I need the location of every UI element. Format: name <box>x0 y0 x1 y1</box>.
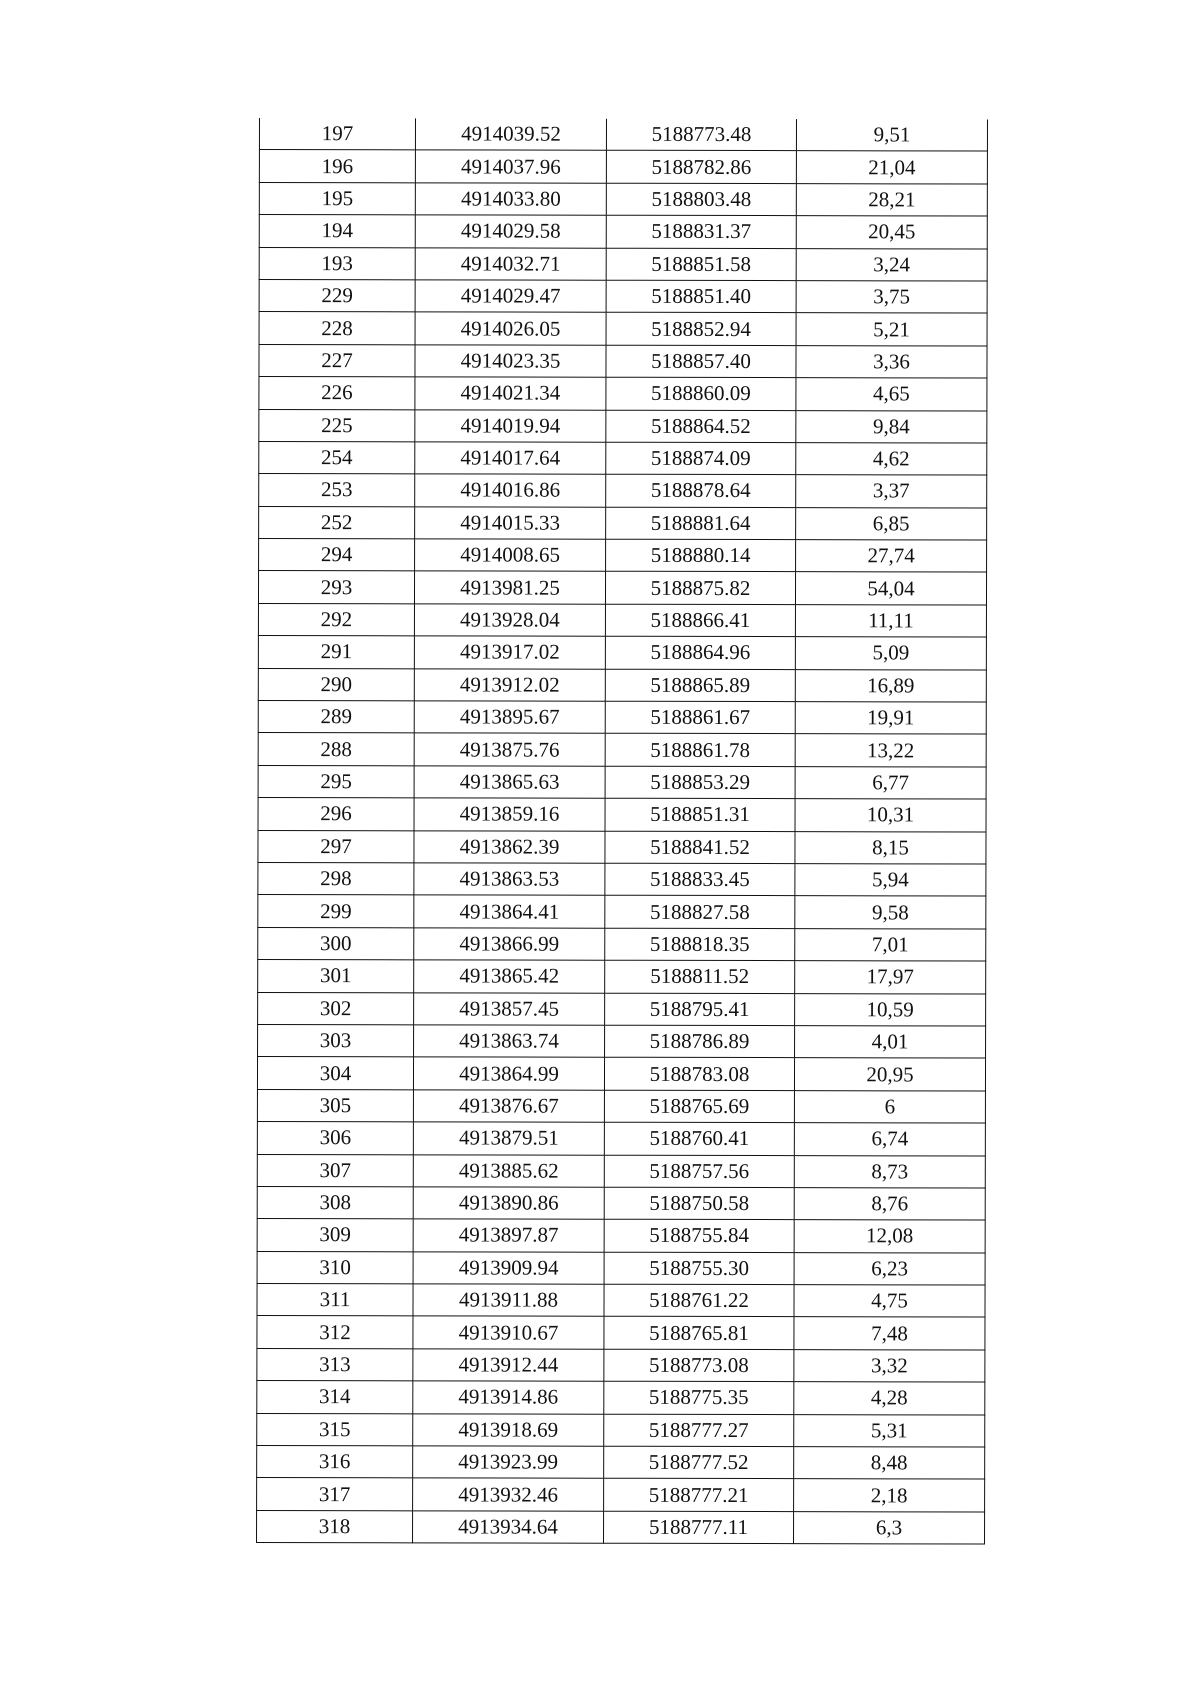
y-coordinate-cell: 5188818.35 <box>605 928 795 961</box>
x-coordinate-cell: 4914039.52 <box>415 118 606 150</box>
distance-cell: 3,36 <box>796 345 987 378</box>
distance-cell: 4,75 <box>794 1285 985 1318</box>
coordinates-table-body <box>257 118 988 1544</box>
y-coordinate-cell: 5188866.41 <box>605 604 795 637</box>
distance-cell: 8,15 <box>795 831 986 864</box>
point-number-cell: 304 <box>257 1057 413 1090</box>
table-row <box>257 1348 985 1382</box>
y-coordinate-cell: 5188760.41 <box>604 1122 794 1155</box>
y-coordinate-cell: 5188853.29 <box>605 766 795 799</box>
x-coordinate-cell: 4913895.67 <box>414 701 605 734</box>
table-row <box>258 992 986 1026</box>
y-coordinate-cell: 5188864.96 <box>605 636 795 669</box>
table-row <box>259 539 987 573</box>
distance-cell: 8,73 <box>794 1155 985 1188</box>
point-number-cell: 299 <box>258 895 414 928</box>
distance-cell: 4,01 <box>795 1026 986 1059</box>
x-coordinate-cell: 4914026.05 <box>415 312 606 345</box>
y-coordinate-cell: 5188841.52 <box>605 831 795 864</box>
table-row <box>259 474 987 508</box>
y-coordinate-cell: 5188865.89 <box>605 669 795 702</box>
table-row <box>258 571 986 605</box>
point-number-cell: 300 <box>258 927 414 960</box>
point-number-cell: 316 <box>257 1446 413 1479</box>
distance-cell: 3,37 <box>796 475 987 508</box>
y-coordinate-cell: 5188795.41 <box>605 993 795 1026</box>
y-coordinate-cell: 5188875.82 <box>605 572 795 605</box>
point-number-cell: 294 <box>259 539 415 572</box>
distance-cell: 11,11 <box>795 604 986 637</box>
distance-cell: 17,97 <box>795 961 986 994</box>
y-coordinate-cell: 5188861.78 <box>605 734 795 767</box>
distance-cell: 21,04 <box>796 151 987 184</box>
point-number-cell: 318 <box>257 1510 413 1543</box>
y-coordinate-cell: 5188831.37 <box>606 215 796 248</box>
distance-cell: 27,74 <box>796 540 987 573</box>
x-coordinate-cell: 4914032.71 <box>415 247 606 280</box>
table-row <box>259 150 987 184</box>
point-number-cell: 253 <box>259 474 415 507</box>
point-number-cell: 295 <box>258 765 414 798</box>
table-row <box>259 506 987 540</box>
x-coordinate-cell: 4913911.88 <box>413 1284 604 1317</box>
table-row <box>258 765 986 799</box>
distance-cell: 7,48 <box>794 1317 985 1350</box>
distance-cell: 6 <box>794 1090 985 1123</box>
table-row <box>258 830 986 864</box>
table-row <box>258 636 986 670</box>
y-coordinate-cell: 5188775.35 <box>604 1381 794 1414</box>
y-coordinate-cell: 5188861.67 <box>605 701 795 734</box>
distance-cell: 4,28 <box>794 1382 985 1415</box>
y-coordinate-cell: 5188833.45 <box>605 863 795 896</box>
point-number-cell: 313 <box>257 1348 413 1381</box>
x-coordinate-cell: 4913910.67 <box>413 1316 604 1349</box>
point-number-cell: 194 <box>259 215 415 248</box>
distance-cell: 8,48 <box>794 1447 985 1480</box>
x-coordinate-cell: 4914029.58 <box>415 215 606 248</box>
y-coordinate-cell: 5188755.84 <box>604 1220 794 1253</box>
y-coordinate-cell: 5188852.94 <box>606 313 796 346</box>
distance-cell: 9,58 <box>795 896 986 929</box>
coordinates-table <box>256 118 988 1545</box>
distance-cell: 20,95 <box>794 1058 985 1091</box>
table-row <box>258 798 986 832</box>
x-coordinate-cell: 4913863.53 <box>414 863 605 896</box>
distance-cell: 4,62 <box>796 443 987 476</box>
x-coordinate-cell: 4913928.04 <box>414 604 605 637</box>
table-row <box>258 927 986 961</box>
table-row <box>257 1381 985 1415</box>
y-coordinate-cell: 5188777.52 <box>604 1446 794 1479</box>
x-coordinate-cell: 4914033.80 <box>415 183 606 216</box>
table-row <box>258 960 986 994</box>
y-coordinate-cell: 5188851.40 <box>606 280 796 313</box>
x-coordinate-cell: 4913981.25 <box>414 571 605 604</box>
distance-cell: 9,84 <box>796 410 987 443</box>
x-coordinate-cell: 4913865.63 <box>414 766 605 799</box>
table-row <box>257 1122 985 1156</box>
table-row <box>259 409 987 443</box>
table-row <box>258 733 986 767</box>
y-coordinate-cell: 5188777.21 <box>604 1479 794 1512</box>
distance-cell: 5,21 <box>796 313 987 346</box>
point-number-cell: 302 <box>258 992 414 1025</box>
table-row <box>257 1057 985 1091</box>
table-row <box>257 1251 985 1285</box>
distance-cell: 6,23 <box>794 1252 985 1285</box>
point-number-cell: 254 <box>259 441 415 474</box>
point-number-cell: 301 <box>258 960 414 993</box>
x-coordinate-cell: 4913917.02 <box>414 636 605 669</box>
x-coordinate-cell: 4913909.94 <box>413 1251 604 1284</box>
table-row <box>257 1089 985 1123</box>
y-coordinate-cell: 5188857.40 <box>606 345 796 378</box>
y-coordinate-cell: 5188773.48 <box>606 119 796 151</box>
y-coordinate-cell: 5188827.58 <box>605 896 795 929</box>
point-number-cell: 297 <box>258 830 414 863</box>
point-number-cell: 315 <box>257 1413 413 1446</box>
table-row <box>257 1154 985 1188</box>
table-row <box>259 441 987 475</box>
table-row <box>257 1446 985 1480</box>
x-coordinate-cell: 4913897.87 <box>413 1219 604 1252</box>
table-row <box>257 1510 985 1544</box>
x-coordinate-cell: 4913918.69 <box>413 1413 604 1446</box>
x-coordinate-cell: 4913912.44 <box>413 1349 604 1382</box>
x-coordinate-cell: 4913914.86 <box>413 1381 604 1414</box>
y-coordinate-cell: 5188783.08 <box>604 1058 794 1091</box>
distance-cell: 9,51 <box>796 119 987 151</box>
distance-cell: 12,08 <box>794 1220 985 1253</box>
x-coordinate-cell: 4914008.65 <box>415 539 606 572</box>
x-coordinate-cell: 4913923.99 <box>413 1446 604 1479</box>
y-coordinate-cell: 5188773.08 <box>604 1349 794 1382</box>
distance-cell: 7,01 <box>795 928 986 961</box>
y-coordinate-cell: 5188777.27 <box>604 1414 794 1447</box>
x-coordinate-cell: 4913885.62 <box>413 1154 604 1187</box>
table-row <box>258 603 986 637</box>
table-row <box>257 1316 985 1350</box>
x-coordinate-cell: 4914029.47 <box>415 280 606 313</box>
point-number-cell: 197 <box>259 118 415 150</box>
distance-cell: 4,65 <box>796 378 987 411</box>
y-coordinate-cell: 5188860.09 <box>606 377 796 410</box>
y-coordinate-cell: 5188777.11 <box>604 1511 794 1544</box>
y-coordinate-cell: 5188765.81 <box>604 1317 794 1350</box>
distance-cell: 2,18 <box>794 1479 985 1512</box>
distance-cell: 6,85 <box>796 507 987 540</box>
y-coordinate-cell: 5188881.64 <box>606 507 796 540</box>
distance-cell: 10,59 <box>795 993 986 1026</box>
distance-cell: 3,75 <box>796 281 987 314</box>
point-number-cell: 306 <box>257 1122 413 1155</box>
x-coordinate-cell: 4913859.16 <box>414 798 605 831</box>
distance-cell: 6,77 <box>795 766 986 799</box>
point-number-cell: 312 <box>257 1316 413 1349</box>
x-coordinate-cell: 4914016.86 <box>415 474 606 507</box>
table-row <box>257 1413 985 1447</box>
point-number-cell: 307 <box>257 1154 413 1187</box>
x-coordinate-cell: 4913890.86 <box>413 1187 604 1220</box>
x-coordinate-cell: 4913912.02 <box>414 668 605 701</box>
table-row <box>257 1219 985 1253</box>
point-number-cell: 226 <box>259 377 415 410</box>
x-coordinate-cell: 4913879.51 <box>413 1122 604 1155</box>
table-row <box>259 118 987 151</box>
y-coordinate-cell: 5188782.86 <box>606 151 796 184</box>
distance-cell: 8,76 <box>794 1188 985 1221</box>
distance-cell: 10,31 <box>795 799 986 832</box>
x-coordinate-cell: 4913864.99 <box>413 1057 604 1090</box>
point-number-cell: 308 <box>257 1186 413 1219</box>
point-number-cell: 288 <box>258 733 414 766</box>
y-coordinate-cell: 5188880.14 <box>606 539 796 572</box>
y-coordinate-cell: 5188851.31 <box>605 798 795 831</box>
table-row <box>258 701 986 735</box>
distance-cell: 19,91 <box>795 702 986 735</box>
y-coordinate-cell: 5188750.58 <box>604 1187 794 1220</box>
point-number-cell: 252 <box>259 506 415 539</box>
point-number-cell: 305 <box>257 1089 413 1122</box>
y-coordinate-cell: 5188757.56 <box>604 1155 794 1188</box>
table-row <box>257 1186 985 1220</box>
distance-cell: 5,94 <box>795 864 986 897</box>
distance-cell: 13,22 <box>795 734 986 767</box>
table-row <box>257 1478 985 1512</box>
table-row <box>259 182 987 216</box>
table-row <box>259 215 987 249</box>
point-number-cell: 296 <box>258 798 414 831</box>
point-number-cell: 311 <box>257 1284 413 1317</box>
x-coordinate-cell: 4913876.67 <box>413 1090 604 1123</box>
table-row <box>258 668 986 702</box>
x-coordinate-cell: 4913875.76 <box>414 733 605 766</box>
x-coordinate-cell: 4913857.45 <box>414 992 605 1025</box>
point-number-cell: 298 <box>258 862 414 895</box>
distance-cell: 28,21 <box>796 183 987 216</box>
x-coordinate-cell: 4913932.46 <box>413 1478 604 1511</box>
y-coordinate-cell: 5188874.09 <box>606 442 796 475</box>
y-coordinate-cell: 5188851.58 <box>606 248 796 281</box>
distance-cell: 20,45 <box>796 216 987 249</box>
point-number-cell: 196 <box>259 150 415 183</box>
x-coordinate-cell: 4913934.64 <box>413 1511 604 1544</box>
x-coordinate-cell: 4914015.33 <box>415 507 606 540</box>
x-coordinate-cell: 4913863.74 <box>414 1025 605 1058</box>
distance-cell: 54,04 <box>795 572 986 605</box>
point-number-cell: 193 <box>259 247 415 280</box>
distance-cell: 16,89 <box>795 669 986 702</box>
point-number-cell: 289 <box>258 701 414 734</box>
point-number-cell: 228 <box>259 312 415 345</box>
point-number-cell: 225 <box>259 409 415 442</box>
table-row <box>259 247 987 281</box>
y-coordinate-cell: 5188765.69 <box>604 1090 794 1123</box>
table-row <box>259 377 987 411</box>
y-coordinate-cell: 5188878.64 <box>606 475 796 508</box>
table-row <box>258 862 986 896</box>
point-number-cell: 303 <box>258 1024 414 1057</box>
point-number-cell: 309 <box>257 1219 413 1252</box>
x-coordinate-cell: 4914019.94 <box>415 409 606 442</box>
point-number-cell: 310 <box>257 1251 413 1284</box>
point-number-cell: 314 <box>257 1381 413 1414</box>
point-number-cell: 317 <box>257 1478 413 1511</box>
point-number-cell: 290 <box>258 668 414 701</box>
y-coordinate-cell: 5188761.22 <box>604 1284 794 1317</box>
distance-cell: 5,09 <box>795 637 986 670</box>
y-coordinate-cell: 5188811.52 <box>605 960 795 993</box>
table-row <box>259 279 987 313</box>
table-row <box>258 1024 986 1058</box>
y-coordinate-cell: 5188803.48 <box>606 183 796 216</box>
x-coordinate-cell: 4913865.42 <box>414 960 605 993</box>
table-row <box>259 344 987 378</box>
x-coordinate-cell: 4914017.64 <box>415 442 606 475</box>
x-coordinate-cell: 4913866.99 <box>414 928 605 961</box>
table-row <box>258 895 986 929</box>
x-coordinate-cell: 4913862.39 <box>414 830 605 863</box>
table-row <box>257 1284 985 1318</box>
x-coordinate-cell: 4913864.41 <box>414 895 605 928</box>
x-coordinate-cell: 4914037.96 <box>415 150 606 183</box>
y-coordinate-cell: 5188755.30 <box>604 1252 794 1285</box>
distance-cell: 6,74 <box>794 1123 985 1156</box>
table-row <box>259 312 987 346</box>
y-coordinate-cell: 5188786.89 <box>605 1025 795 1058</box>
distance-cell: 3,24 <box>796 248 987 281</box>
point-number-cell: 227 <box>259 344 415 377</box>
point-number-cell: 292 <box>258 603 414 636</box>
point-number-cell: 293 <box>258 571 414 604</box>
distance-cell: 5,31 <box>794 1414 985 1447</box>
x-coordinate-cell: 4914023.35 <box>415 345 606 378</box>
point-number-cell: 291 <box>258 636 414 669</box>
y-coordinate-cell: 5188864.52 <box>606 410 796 443</box>
point-number-cell: 229 <box>259 279 415 312</box>
distance-cell: 6,3 <box>794 1511 985 1544</box>
x-coordinate-cell: 4914021.34 <box>415 377 606 410</box>
distance-cell: 3,32 <box>794 1349 985 1382</box>
point-number-cell: 195 <box>259 182 415 215</box>
